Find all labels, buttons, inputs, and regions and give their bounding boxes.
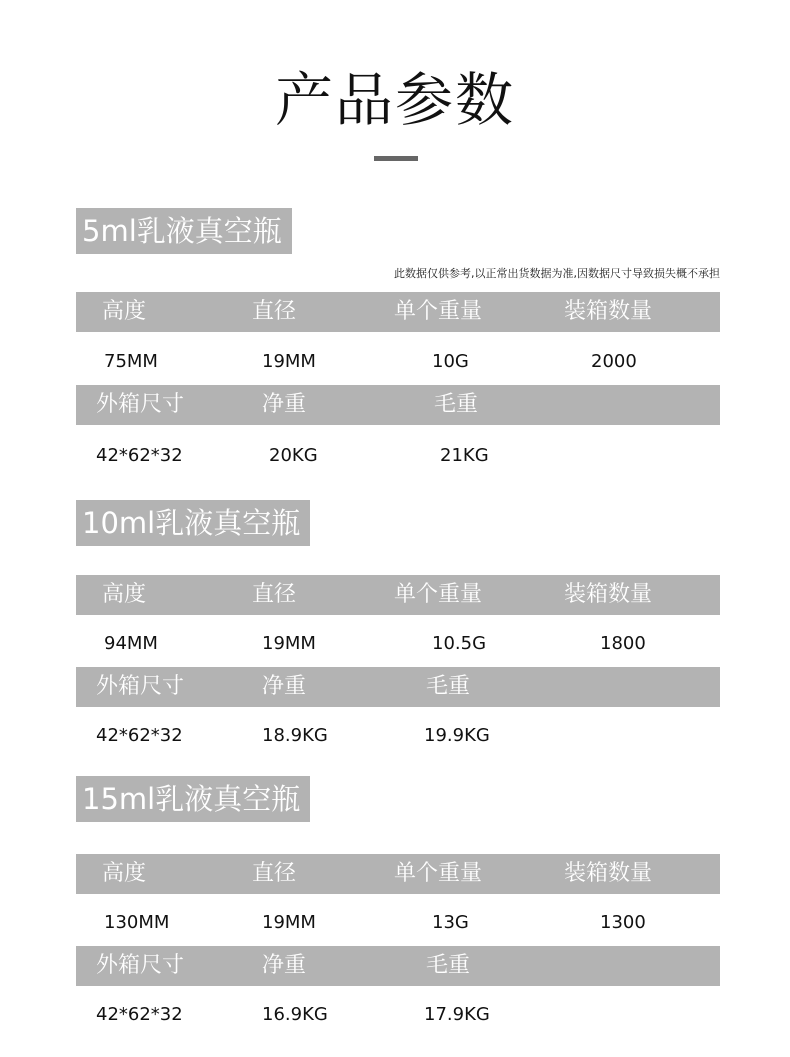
header-diameter: 直径 (252, 299, 297, 324)
value-diameter: 19MM (262, 912, 316, 933)
value-box-qty: 1800 (600, 633, 646, 654)
header-gross-weight: 毛重 (426, 674, 471, 699)
header-gross-weight: 毛重 (426, 953, 471, 978)
header-height: 高度 (102, 299, 147, 324)
pack-header-row-1 (76, 385, 720, 425)
header-box-qty: 装箱数量 (564, 582, 653, 607)
pack-value-row-1 (76, 436, 720, 476)
spec-header-row-3 (76, 854, 720, 894)
value-net-weight: 20KG (269, 445, 318, 466)
spec-header-row-1 (76, 292, 720, 332)
value-net-weight: 16.9KG (262, 1004, 328, 1025)
header-unit-weight: 单个重量 (394, 582, 483, 607)
value-gross-weight: 21KG (440, 445, 489, 466)
header-net-weight: 净重 (262, 953, 307, 978)
spec-value-row-3 (76, 903, 720, 943)
product-tag-5ml: 5ml乳液真空瓶 (76, 208, 292, 254)
value-box-size: 42*62*32 (96, 725, 183, 746)
header-unit-weight: 单个重量 (394, 861, 483, 886)
title-divider (374, 156, 418, 161)
value-box-qty: 1300 (600, 912, 646, 933)
page-title: 产品参数 (274, 66, 515, 134)
pack-value-row-2 (76, 716, 720, 756)
value-height: 130MM (104, 912, 170, 933)
value-net-weight: 18.9KG (262, 725, 328, 746)
value-height: 94MM (104, 633, 158, 654)
value-box-qty: 2000 (591, 351, 637, 372)
header-diameter: 直径 (252, 582, 297, 607)
value-unit-weight: 10.5G (432, 633, 487, 654)
header-unit-weight: 单个重量 (394, 299, 483, 324)
value-gross-weight: 17.9KG (424, 1004, 490, 1025)
spec-value-row-2 (76, 624, 720, 664)
value-gross-weight: 19.9KG (424, 725, 490, 746)
value-height: 75MM (104, 351, 158, 372)
header-height: 高度 (102, 582, 147, 607)
header-box-size: 外箱尺寸 (96, 674, 185, 699)
value-box-size: 42*62*32 (96, 1004, 183, 1025)
pack-header-row-2 (76, 667, 720, 707)
header-box-qty: 装箱数量 (564, 861, 653, 886)
header-diameter: 直径 (252, 861, 297, 886)
value-diameter: 19MM (262, 633, 316, 654)
value-unit-weight: 10G (432, 351, 469, 372)
value-diameter: 19MM (262, 351, 316, 372)
product-tag-10ml: 10ml乳液真空瓶 (76, 500, 310, 546)
product-tag-15ml: 15ml乳液真空瓶 (76, 776, 310, 822)
header-net-weight: 净重 (262, 392, 307, 417)
value-box-size: 42*62*32 (96, 445, 183, 466)
header-box-qty: 装箱数量 (564, 299, 653, 324)
value-unit-weight: 13G (432, 912, 469, 933)
header-box-size: 外箱尺寸 (96, 392, 185, 417)
spec-header-row-2 (76, 575, 720, 615)
header-height: 高度 (102, 861, 147, 886)
spec-value-row-1 (76, 342, 720, 382)
header-net-weight: 净重 (262, 674, 307, 699)
header-box-size: 外箱尺寸 (96, 953, 185, 978)
disclaimer-note: 此数据仅供参考,以正常出货数据为准,因数据尺寸导致损失概不承担 (394, 267, 720, 280)
pack-value-row-3 (76, 995, 720, 1035)
header-gross-weight: 毛重 (434, 392, 479, 417)
pack-header-row-3 (76, 946, 720, 986)
